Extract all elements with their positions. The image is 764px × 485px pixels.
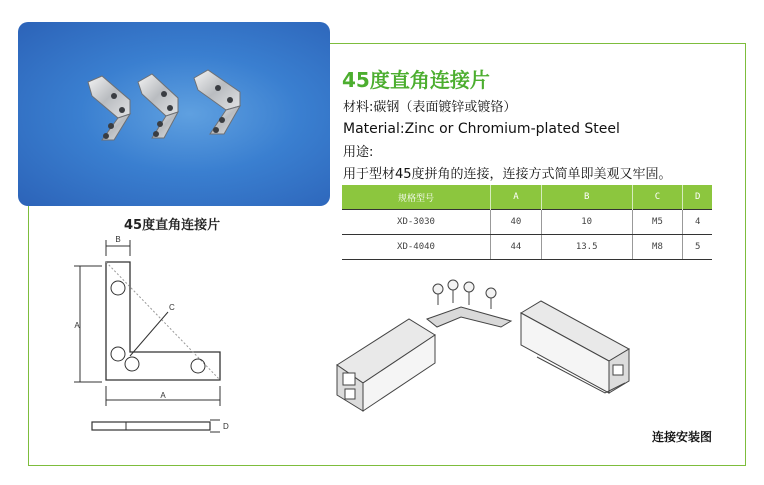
dim-c-leader [130,312,168,356]
cell-d: 5 [683,235,712,260]
usage-text: 用于型材45度拼角的连接，连接方式简单即美观又牢固。 [343,167,672,182]
material-en: Material:Zinc or Chromium-plated Steel [343,121,620,137]
table-row [342,235,712,260]
header-c: C [632,185,683,210]
material-cn: 材料:碳钢（表面镀锌或镀铬） [343,100,517,115]
profile-left [337,319,435,411]
spec-table [342,185,712,260]
hole-middle [125,357,139,371]
cell-c: M5 [632,210,683,235]
label-b: B [115,235,121,244]
side-view [92,422,210,430]
header-d: D [683,185,712,210]
bracket-3 [194,70,240,134]
hole-top [111,281,125,295]
profile-right [521,301,629,393]
bracket-2 [138,74,178,138]
cell-model: XD-4040 [342,235,491,260]
spec-table-header [342,185,712,210]
header-b: B [541,185,632,210]
product-photo [18,22,330,206]
install-caption: 连接安装图 [652,430,713,444]
cell-a: 44 [491,235,542,260]
bracket-part [427,307,511,327]
bolts [433,280,496,309]
label-d: D [223,422,229,431]
table-row [342,210,712,235]
cell-b: 10 [541,210,632,235]
hole-corner [111,347,125,361]
cell-model: XD-3030 [342,210,491,235]
hole-right [191,359,205,373]
cell-d: 4 [683,210,712,235]
cell-b: 13.5 [541,235,632,260]
label-a-horizontal: A [160,391,166,400]
cell-a: 40 [491,210,542,235]
assembly-illustration [325,265,645,415]
header-a: A [491,185,542,210]
bracket-photo-illustration [18,22,330,206]
cell-c: M8 [632,235,683,260]
bracket-1 [88,76,130,140]
drawing-caption: 45度直角连接片 [124,218,221,233]
technical-drawing [70,230,250,445]
label-a-vertical: A [74,321,80,330]
usage-label: 用途: [343,145,374,160]
product-title: 45度直角连接片 [342,68,490,92]
bracket-miter-line [106,262,220,380]
header-model: 规格型号 [342,185,491,210]
label-c: C [169,303,175,312]
